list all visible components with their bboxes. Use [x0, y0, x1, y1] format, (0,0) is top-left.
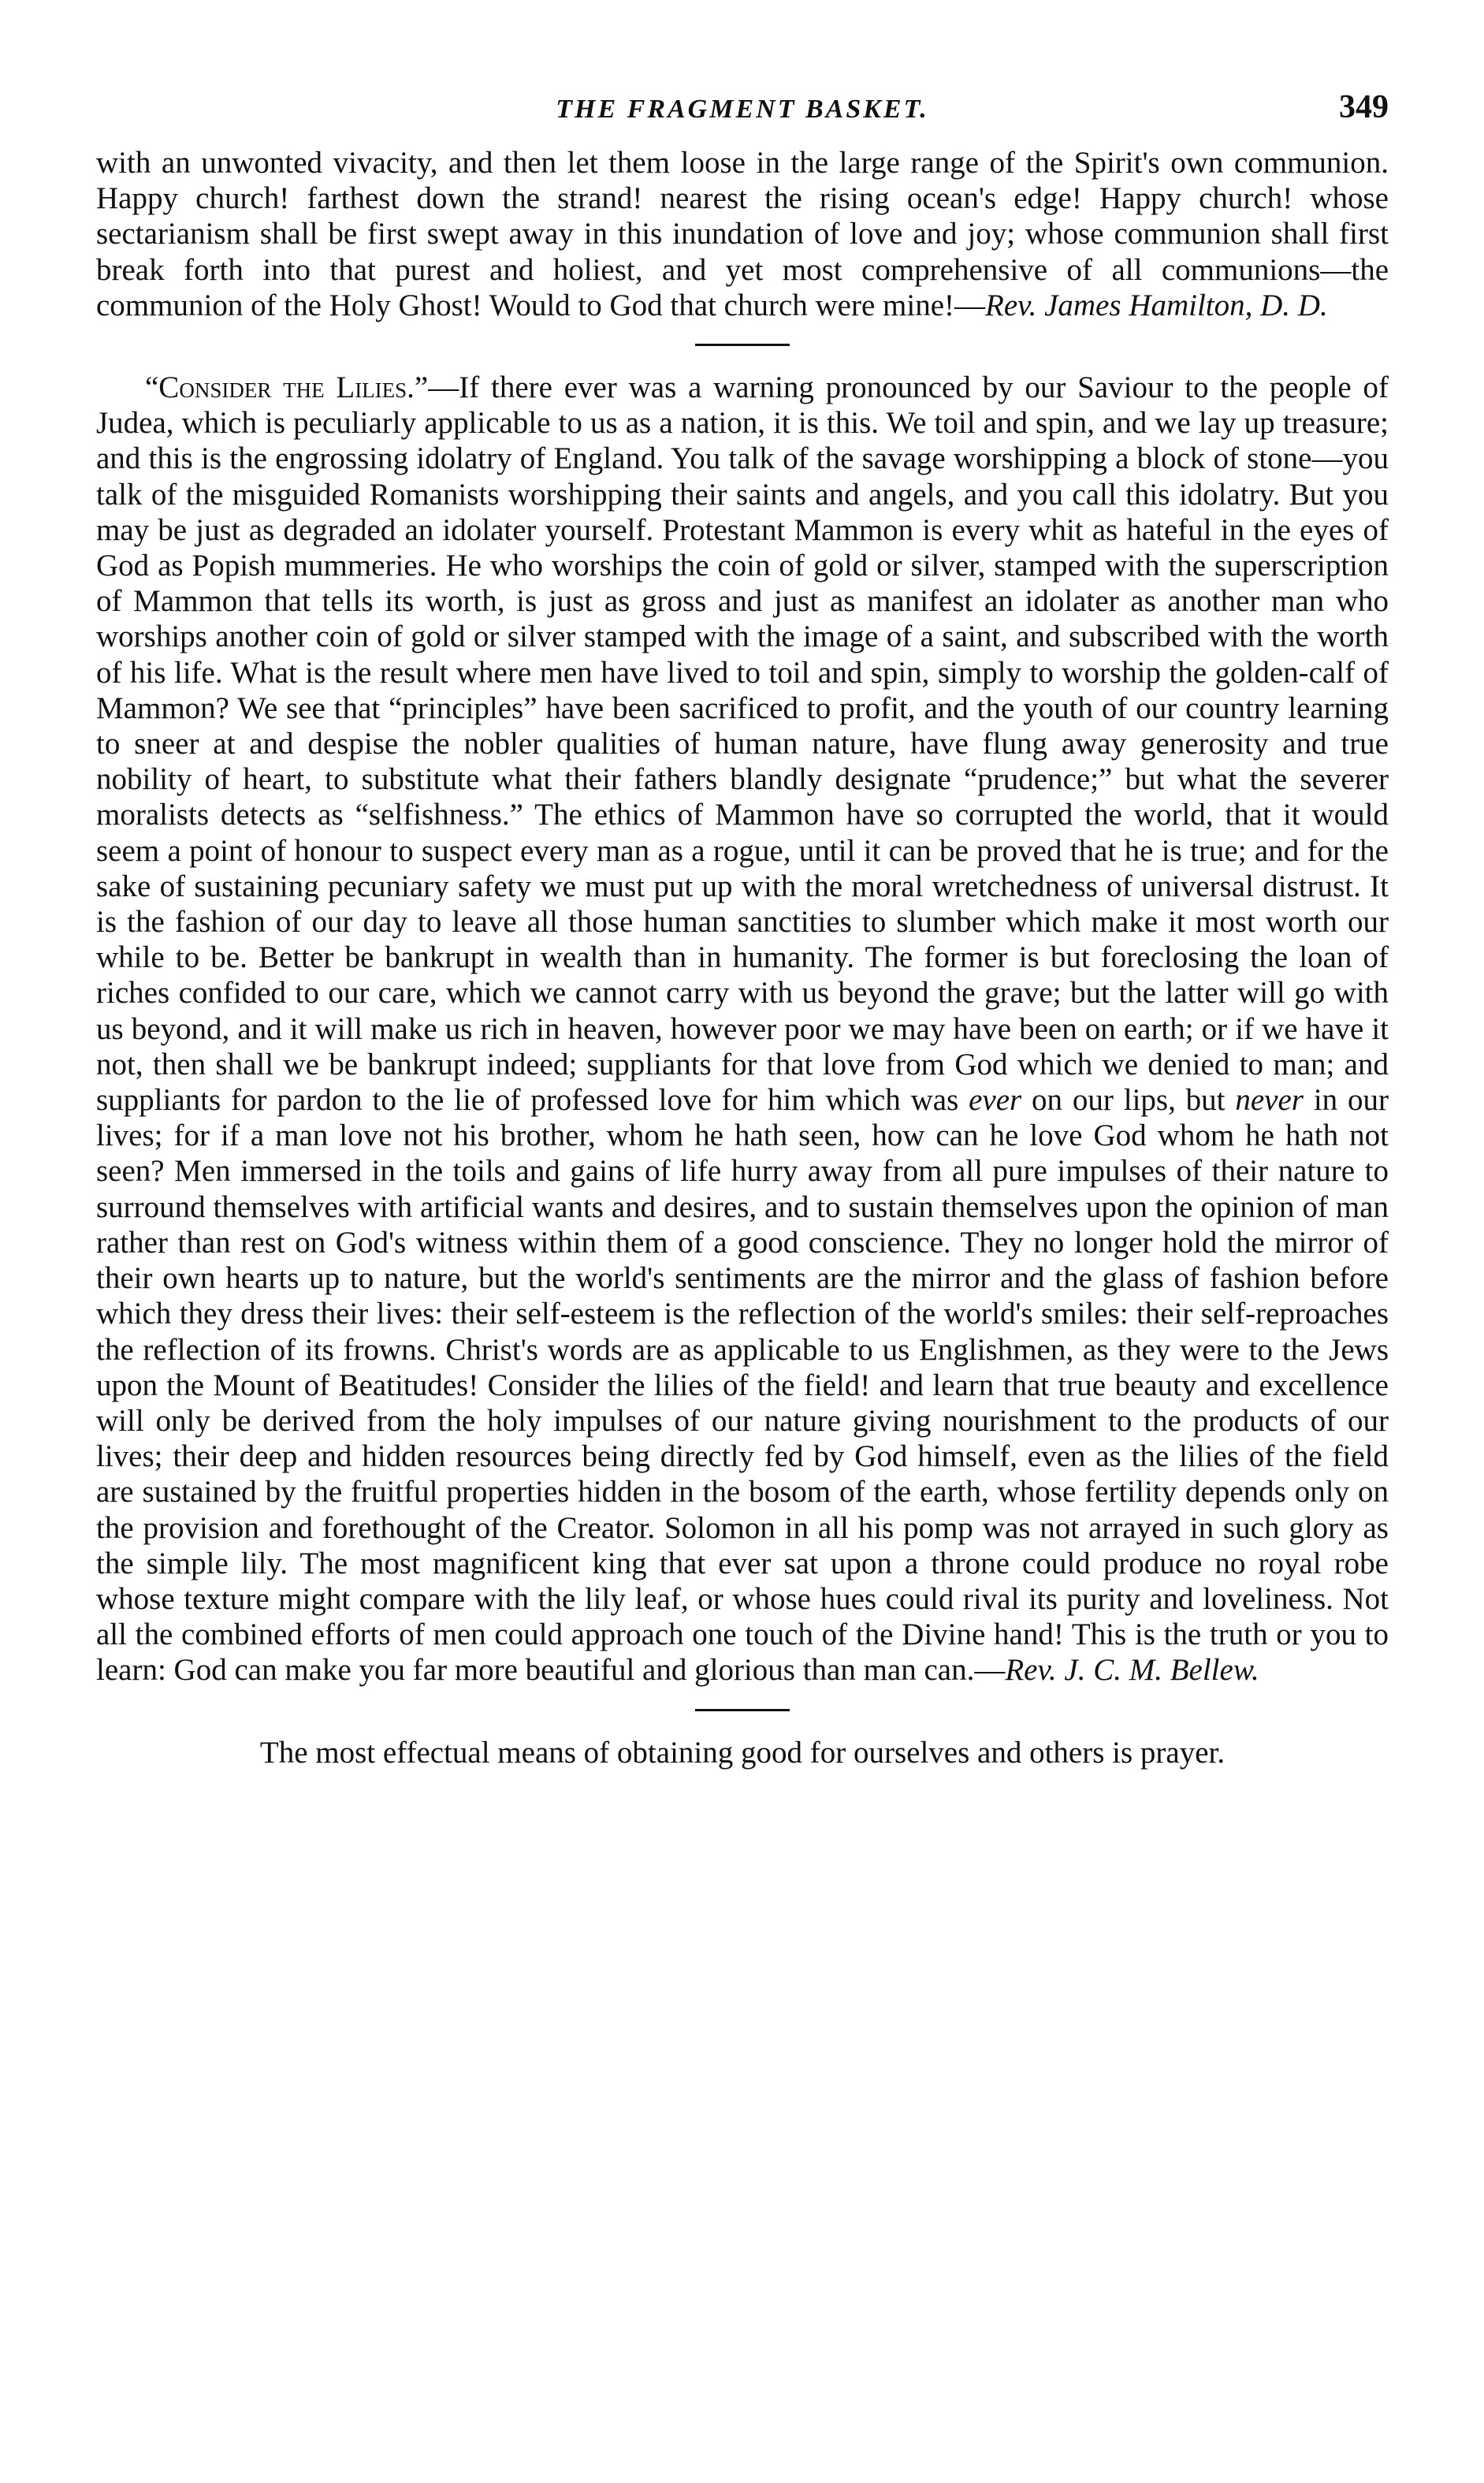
section-divider-1 [695, 344, 790, 346]
lilies-text-part-c: in our lives; for if a man love not his brother, whom he hath seen, how can he love God whom he hath not seen? Men immersed in the toils and gains of life hurry away from all pure impulses of their nature to surround themselves with artificial wants and desires, and to sustain themselves upon the opinion of man rather than rest on God's witness within them of a good conscience. They no longer hold the mirror of their own hearts up to nature, but the world's sentiments are the mirror and the glass of fashion before which they dress their lives: their self-esteem is the reflection of the world's smiles: their self-reproaches the reflection of its frowns. Christ's words are as applicable to us Englishmen, as they were to the Jews upon the Mount of Beatitudes! Consider the lilies of the field! and learn that true beauty and excellence will only be derived from the holy impulses of our nature giving nourishment to the products of our lives; their deep and hidden resources being directly fed by God himself, even as the lilies of the field are sustained by the fruitful properties hidden in the bosom of the earth, whose fertility depends only on the provision and forethought of the Creator. Solomon in all his pomp was not arrayed in such glory as the simple lily. The most magnificent king that ever sat upon a throne could produce no royal robe whose texture might compare with the lily leaf, or whose hues could rival its purity and loveliness. Not all the combined efforts of men could approach one touch of the Divine hand! This is the truth or you to learn: God can make you far more beautiful and glorious than man can.— [96, 1083, 1389, 1688]
lilies-emphasis-ever: ever [969, 1083, 1022, 1118]
lilies-text-part-b: on our lips, but [1021, 1083, 1236, 1118]
hamilton-signature: Rev. James Hamilton, D. D. [985, 288, 1328, 322]
book-page [96, 88, 1389, 1770]
page-number: 349 [1339, 89, 1389, 125]
page-header [96, 88, 1389, 145]
lilies-text-part-a: —If there ever was a warning pronounced by our Saviour to the people of Judea, which is peculiarly applicable to us as a nation, it is this. We toil and spin, and we lay up treasure; and this is the engrossing idolatry of England. You talk of the savage worshipping a block of stone—you talk of the misguided Romanists worshipping their saints and angels, and you call this idolatry. But you may be just as degraded an idolater yourself. Protestant Mammon is every whit as hateful in the eyes of God as Popish mummeries. He who worships the coin of gold or silver, stamped with the superscription of Mammon that tells its worth, is just as gross and just as manifest an idolater as another man who worships another coin of gold or silver stamped with the image of a saint, and subscribed with the worth of his life. What is the result where men have lived to toil and spin, simply to worship the golden-calf of Mammon? We see that “principles” have been sacrificed to profit, and the youth of our country learning to sneer at and despise the nobler qualities of human nature, have flung away generosity and true nobility of heart, to substitute what their fathers blandly designate “prudence;” but what the severer moralists detects as “selfishness.” The ethics of Mammon have so corrupted the world, that it would seem a point of honour to suspect every man as a rogue, until it can be proved that he is true; and for the sake of sustaining pecuniary safety we must put up with the moral wretchedness of universal distrust. It is the fashion of our day to leave all those human sanctities to slumber which make it most worth our while to be. Better be bankrupt in wealth than in humanity. The former is but foreclosing the loan of riches confided to our care, which we cannot carry with us beyond the grave; but the latter will go with us beyond, and it will make us rich in heaven, however poor we may have been on earth; or if we have it not, then shall we be bankrupt indeed; suppliants for that love from God which we denied to man; and suppliants for pardon to the lie of professed love for him which was [96, 370, 1389, 1118]
prayer-maxim: The most effectual means of obtaining good for ourselves and others is prayer. [259, 1735, 1226, 1770]
bellew-signature: Rev. J. C. M. Bellew. [1005, 1653, 1259, 1688]
hamilton-paragraph [96, 145, 1389, 323]
lilies-paragraph [96, 370, 1389, 1688]
lilies-heading: “Consider the Lilies.” [145, 370, 429, 405]
hamilton-paragraph-text: with an unwonted vivacity, and then let them loose in the large range of the Spirit's own communion. Happy church! farthest down the strand! nearest the rising ocean's edge! Happy church! whose sectarianism shall be first swept away in this inundation of love and joy; whose communion shall first break forth into that purest and holiest, and yet most comprehensive of all communions—the communion of the Holy Ghost! Would to God that church were mine!— [96, 146, 1389, 322]
running-title: THE FRAGMENT BASKET. [556, 95, 929, 124]
lilies-emphasis-never: never [1235, 1083, 1304, 1118]
section-divider-2 [695, 1709, 790, 1711]
